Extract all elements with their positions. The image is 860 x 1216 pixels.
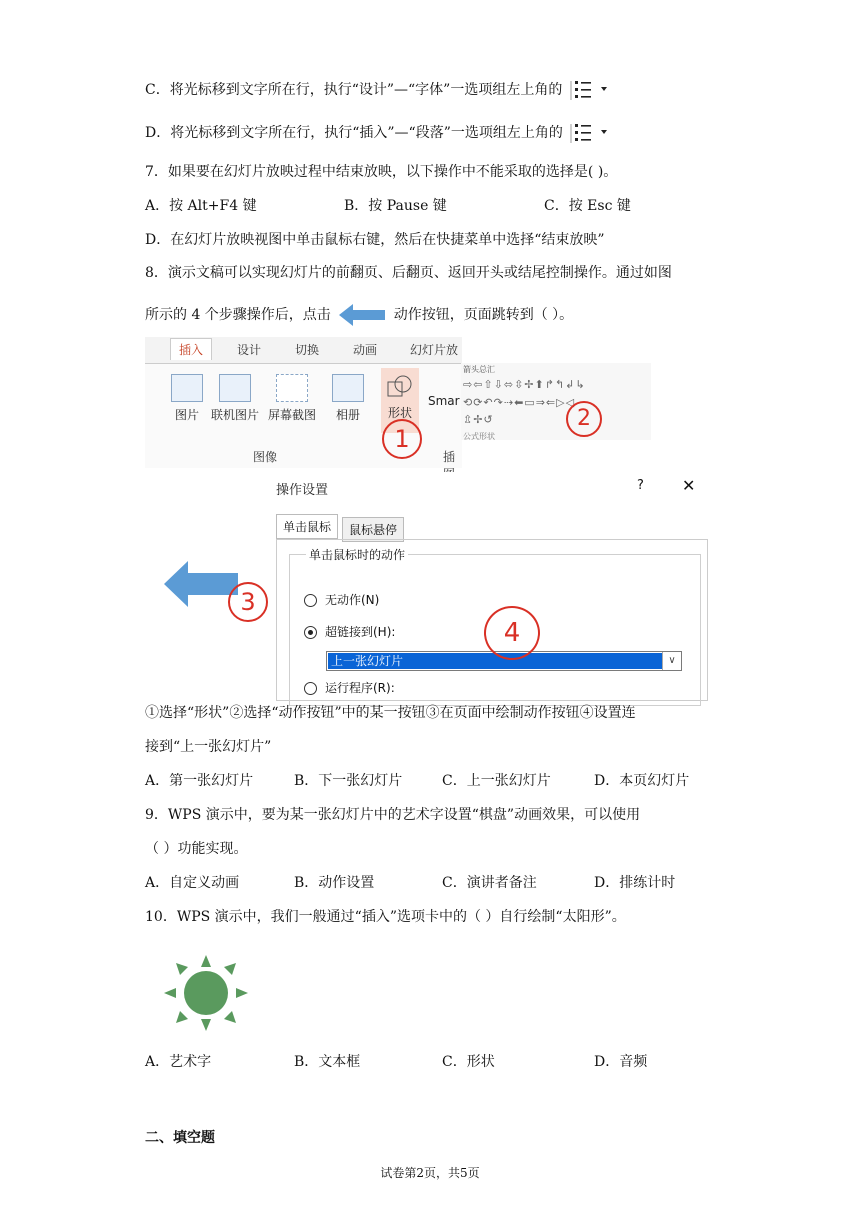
q8-option-c: C．上一张幻灯片 bbox=[442, 773, 551, 789]
radio-hyperlink[interactable] bbox=[304, 623, 395, 640]
step-1-marker: 1 bbox=[382, 419, 422, 459]
bullet-list-dropdown-icon bbox=[569, 78, 613, 102]
radio-no-action[interactable] bbox=[304, 591, 379, 608]
radio-on-icon bbox=[304, 626, 317, 639]
online-picture-icon bbox=[219, 374, 251, 402]
question-6-option-c bbox=[145, 78, 613, 102]
q10-option-a: A．艺术字 bbox=[145, 1054, 212, 1070]
pictures-label: 图片 bbox=[174, 408, 199, 422]
chevron-down-icon[interactable]: ∨ bbox=[662, 652, 681, 670]
arrow-shapes-row-2[interactable]: ⟲⟳↶↷⇢⬅▭⇒⇐▷◁ bbox=[463, 396, 576, 409]
q9-option-c: C．演讲者备注 bbox=[442, 875, 537, 891]
q8-description-1: ①选择“形状”②选择“动作按钮”中的某一按钮③在页面中绘制动作按钮④设置连 bbox=[145, 705, 636, 721]
q8-text-a: 所示的 4 个步骤操作后，点击 bbox=[145, 307, 331, 323]
ribbon-screenshot bbox=[145, 337, 462, 467]
question-9-line-2: （ ）功能实现。 bbox=[145, 841, 248, 857]
photo-album-icon bbox=[332, 374, 364, 402]
q7-option-d: D．在幻灯片放映视图中单击鼠标右键，然后在快捷菜单中选择“结束放映” bbox=[145, 232, 605, 248]
q10-option-d: D．音频 bbox=[594, 1054, 648, 1070]
online-pictures-label: 联机图片 bbox=[211, 408, 260, 422]
hyperlink-target-value: 上一张幻灯片 bbox=[328, 653, 663, 669]
shapes-icon bbox=[385, 374, 415, 400]
tab-insert[interactable]: 插入 bbox=[170, 338, 212, 360]
question-8-line-1: 8．演示文稿可以实现幻灯片的前翻页、后翻页、返回开头或结尾控制操作。通过如图 bbox=[145, 265, 672, 281]
q9-option-a: A．自定义动画 bbox=[145, 875, 240, 891]
arrow-shapes-row-1[interactable]: ⇨⇦⇧⇩⬄⇳✢⬆↱↰↲↳ bbox=[463, 378, 586, 391]
shapes-panel-footer: 公式形状 bbox=[463, 432, 495, 441]
tab-transitions[interactable]: 切换 bbox=[295, 343, 320, 357]
question-6-option-d bbox=[145, 121, 613, 145]
shapes-panel-header: 箭头总汇 bbox=[463, 365, 495, 374]
dialog-title: 操作设置 bbox=[276, 483, 329, 498]
tab-slideshow[interactable]: 幻灯片放 bbox=[410, 343, 459, 357]
section-heading-fill-in: 二、填空题 bbox=[145, 1130, 215, 1146]
q8-text-b: 动作按钮，页面跳转到（ ）。 bbox=[393, 307, 574, 323]
q10-option-b: B．文本框 bbox=[294, 1054, 361, 1070]
q8-option-a: A．第一张幻灯片 bbox=[145, 773, 254, 789]
q8-option-b: B．下一张幻灯片 bbox=[294, 773, 403, 789]
tab-design[interactable]: 设计 bbox=[237, 343, 262, 357]
step-3-marker: 3 bbox=[228, 582, 268, 622]
radio-off-icon bbox=[304, 594, 317, 607]
close-icon[interactable]: ✕ bbox=[682, 476, 696, 495]
ribbon-tabs bbox=[145, 337, 462, 363]
q7-option-a: A．按 Alt+F4 键 bbox=[145, 198, 257, 214]
smartart-button[interactable] bbox=[428, 394, 460, 408]
q9-option-b: B．动作设置 bbox=[294, 875, 375, 891]
q9-option-d: D．排练计时 bbox=[594, 875, 676, 891]
pictures-button[interactable] bbox=[171, 374, 203, 423]
group-images-label: 图像 bbox=[253, 450, 278, 464]
radio-off-icon bbox=[304, 682, 317, 695]
option-c-text: C．将光标移到文字所在行，执行“设计”—“字体”一选项组左上角的 bbox=[145, 82, 563, 98]
arrow-shapes-row-3[interactable]: ⇫✢↺ bbox=[463, 413, 494, 426]
q7-option-b: B．按 Pause 键 bbox=[344, 198, 447, 214]
shapes-panel bbox=[461, 363, 651, 440]
step-4-marker: 4 bbox=[484, 606, 540, 660]
radio-run-program[interactable] bbox=[304, 679, 395, 696]
click-action-legend: 单击鼠标时的动作 bbox=[306, 546, 408, 563]
tab-animations[interactable]: 动画 bbox=[353, 343, 378, 357]
shapes-label: 形状 bbox=[387, 406, 412, 420]
action-settings-dialog bbox=[272, 472, 713, 695]
radio-run-program-label: 运行程序(R): bbox=[325, 681, 395, 695]
q7-option-c: C．按 Esc 键 bbox=[544, 198, 631, 214]
online-pictures-button[interactable] bbox=[211, 374, 259, 423]
group-illustrations-label: 插 bbox=[443, 450, 456, 464]
smartart-label: Smar bbox=[428, 394, 460, 408]
tab-mouse-over[interactable]: 鼠标悬停 bbox=[342, 517, 404, 542]
left-arrow-action-icon bbox=[337, 302, 387, 328]
photo-album-button[interactable] bbox=[332, 374, 364, 423]
screenshot-label: 屏幕截图 bbox=[268, 408, 317, 422]
option-d-text: D．将光标移到文字所在行，执行“插入”—“段落”一选项组左上角的 bbox=[145, 125, 563, 141]
sun-shape-icon bbox=[162, 953, 250, 1033]
q8-description-2: 接到“上一张幻灯片” bbox=[145, 739, 272, 755]
question-9-line-1: 9．WPS 演示中，要为某一张幻灯片中的艺术字设置“棋盘”动画效果，可以使用 bbox=[145, 807, 641, 823]
bullet-list-dropdown-icon bbox=[569, 121, 613, 145]
page-footer: 试卷第2页，共5页 bbox=[380, 1166, 480, 1180]
help-button[interactable]: ? bbox=[637, 478, 644, 493]
step-2-marker: 2 bbox=[566, 401, 602, 437]
radio-no-action-label: 无动作(N) bbox=[325, 593, 380, 607]
q8-option-d: D．本页幻灯片 bbox=[594, 773, 690, 789]
question-7: 7．如果要在幻灯片放映过程中结束放映，以下操作中不能采取的选择是( )。 bbox=[145, 164, 618, 180]
screenshot-icon bbox=[276, 374, 308, 402]
radio-hyperlink-label: 超链接到(H): bbox=[325, 625, 396, 639]
question-8-line-2 bbox=[145, 302, 573, 328]
question-10: 10．WPS 演示中，我们一般通过“插入”选项卡中的（ ）自行绘制“太阳形”。 bbox=[145, 909, 626, 925]
photo-album-label: 相册 bbox=[335, 408, 360, 422]
q10-option-c: C．形状 bbox=[442, 1054, 495, 1070]
screenshot-button[interactable] bbox=[268, 374, 316, 423]
tab-mouse-click[interactable]: 单击鼠标 bbox=[276, 514, 338, 539]
picture-icon bbox=[171, 374, 203, 402]
